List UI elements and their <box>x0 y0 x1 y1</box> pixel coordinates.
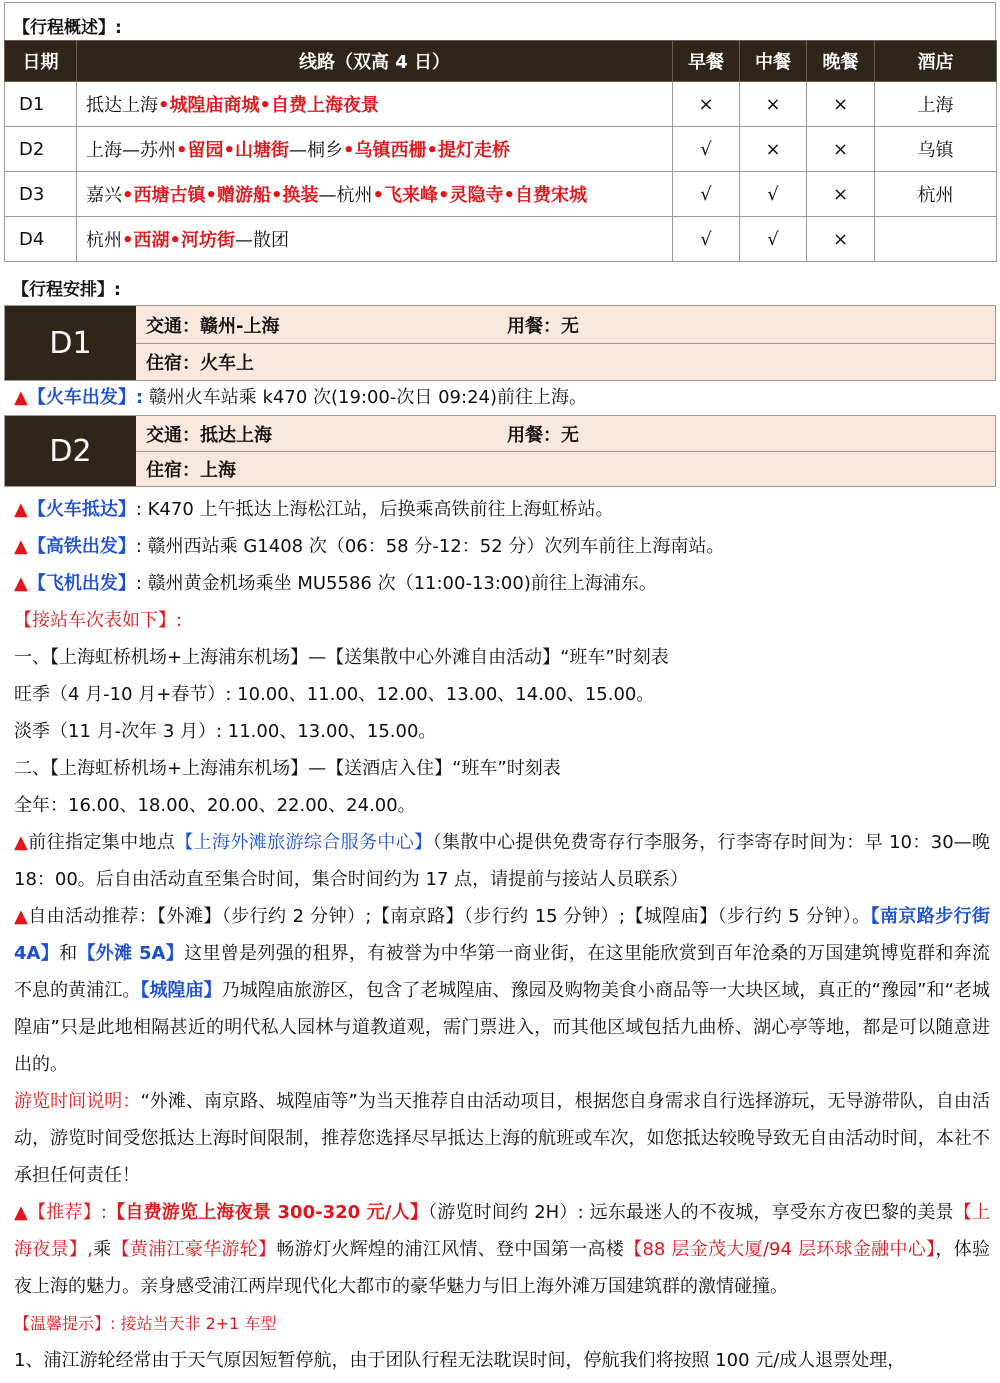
day1-row2 <box>136 343 995 380</box>
recommend-text-a: （游览时间约 2H）: 远东最迷人的不夜城，享受东方夜巴黎的美景 <box>428 1202 954 1223</box>
triangle-icon: ▲ <box>14 499 28 520</box>
day1-train-line <box>4 381 996 415</box>
meeting-text-b: （集散中心提供免费寄存行李服务，行李寄存时间为：早 10：30—晚 18：00。后自由活动直至集合时间，集合时间约为 17 点，请提前与接站人员联系） <box>14 832 991 890</box>
free-and: 和 <box>59 943 78 964</box>
triangle-icon: ▲ <box>14 573 28 594</box>
meeting-point-paragraph <box>4 824 996 898</box>
row-hotel: 乌镇 <box>875 127 997 172</box>
route-highlight: •留园•山塘街 <box>176 140 290 161</box>
route-highlight: •西塘古镇•赠游船•换装 <box>122 185 319 206</box>
triangle-icon: ▲ <box>14 1202 29 1223</box>
shuttle-2-title: 二、【上海虹桥机场+上海浦东机场】—【送酒店入住】“班车”时刻表 <box>14 758 561 779</box>
row-day: D3 <box>5 172 77 217</box>
free-text-c: 这里曾是列强的租界，有被誉为中华第一商业街，在这里能欣赏到百年沧桑的万国建筑博览群和奔流不息的黄浦江。 <box>14 943 990 1001</box>
triangle-icon: ▲ <box>14 536 28 557</box>
day2-info <box>136 416 995 486</box>
cruise-notice: 1、浦江游轮经常由于天气原因短暂停航，由于团队行程无法耽误时间，停航我们将按照 100 元/成人退票处理， <box>14 1350 906 1371</box>
row-day: D1 <box>5 82 77 127</box>
day1-stay: 住宿：火车上 <box>146 353 254 374</box>
header-hotel: 酒店 <box>875 41 997 82</box>
day2-stay: 住宿：上海 <box>146 460 236 481</box>
overview-row <box>5 217 997 262</box>
row-lunch: × <box>740 127 807 172</box>
free-text-a: 自由活动推荐：【外滩】（步行约 2 分钟）;【南京路】（步行约 15 分钟）;【城隍庙】（步行约 5 分钟）。 <box>28 906 871 927</box>
recommend-tag: 【推荐】: <box>28 1202 107 1223</box>
row-dinner: × <box>807 82 875 127</box>
header-route: 线路（双高 4 日） <box>77 41 673 82</box>
day2-transport: 交通：抵达上海 <box>146 424 272 446</box>
route-text: —散团 <box>235 230 290 251</box>
shuttle-1-title: 一、【上海虹桥机场+上海浦东机场】—【送集散中心外滩自由活动】“班车”时刻表 <box>14 647 669 668</box>
free-activity-paragraph <box>4 898 996 1083</box>
row-route <box>77 172 673 217</box>
row-hotel: 上海 <box>875 82 997 127</box>
route-text: 嘉兴 <box>86 185 122 206</box>
day2-label: D2 <box>5 416 136 486</box>
header-lunch: 中餐 <box>740 41 807 82</box>
city-god-temple-name: 【城隍庙】 <box>140 980 222 1001</box>
meeting-text-a: 前往指定集中地点 <box>28 832 176 853</box>
nanjing-road-name: 【南京路步行街 4A】 <box>14 906 991 964</box>
overview-header-row <box>5 41 997 82</box>
recommend-text-g: ，体验夜上海的魅力。亲身感受浦江两岸现代化大都市的豪华魅力与旧上海外滩万国建筑群的激情碰撞。 <box>14 1239 991 1297</box>
route-text: —杭州 <box>318 185 373 206</box>
free-text-d: 乃城隍庙旅游区，包含了老城隍庙、豫园及购物美食小商品等一大块区域，真正的“豫园”和“老城隍庙”只是此地相隔甚近的明代私人园林与道教道观，需门票进入，而其他区域包括九曲桥、湖心亭等地，都是可以随意进出的。 <box>14 980 991 1075</box>
row-dinner: × <box>807 172 875 217</box>
day1-train-tag: 【火车出发】: <box>27 387 144 408</box>
hsr-tag: 【高铁出发】 <box>27 536 136 557</box>
cruise-tag: 【黄浦江豪华游轮】 <box>111 1239 277 1260</box>
triangle-icon: ▲ <box>14 387 28 408</box>
header-dinner: 晚餐 <box>807 41 875 82</box>
recommend-text-e: 畅游灯火辉煌的浦江风情、登中国第一高楼 <box>276 1239 625 1260</box>
route-text: 杭州 <box>86 230 122 251</box>
time-note-tag: 游览时间说明： <box>14 1091 141 1112</box>
service-center-name: 【上海外滩旅游综合服务中心】 <box>175 832 433 853</box>
day1-train-text: 赣州火车站乘 k470 次(19:00-次日 09:24)前往上海。 <box>143 387 587 408</box>
recommend-text-c: 乘 <box>92 1239 112 1260</box>
route-text: 上海—苏州 <box>86 140 176 161</box>
day2-header <box>4 415 996 487</box>
row-breakfast: √ <box>673 172 740 217</box>
row-lunch: √ <box>740 172 807 217</box>
row-day: D4 <box>5 217 77 262</box>
day1-meal: 用餐：无 <box>507 315 579 337</box>
train-arrive-line <box>4 491 996 528</box>
overview-table <box>4 40 997 262</box>
row-day: D2 <box>5 127 77 172</box>
time-note-paragraph <box>4 1083 996 1194</box>
night-tour-item: 【自费游览上海夜景 300-320 元/人】 <box>106 1202 429 1223</box>
off-season-times: 淡季（11 月-次年 3 月）: 11.00、13.00、15.00。 <box>14 721 437 742</box>
row-breakfast: √ <box>673 127 740 172</box>
route-text: 抵达上海 <box>86 95 158 116</box>
plane-text: : 赣州黄金机场乘坐 MU5586 次（11:00-13:00)前往上海浦东。 <box>135 573 657 594</box>
row-dinner: × <box>807 127 875 172</box>
peak-season-times: 旺季（4 月-10 月+春节）: 10.00、11.00、12.00、13.00、14.00、15.00。 <box>14 684 655 705</box>
row-lunch: √ <box>740 217 807 262</box>
recommend-paragraph <box>4 1194 996 1305</box>
day1-row1 <box>136 306 995 343</box>
triangle-icon: ▲ <box>14 832 29 853</box>
bund-name: 【外滩 5A】 <box>77 943 185 964</box>
route-highlight: •乌镇西栅•提灯走桥 <box>343 140 511 161</box>
hsr-text: : 赣州西站乘 G1408 次（06：58 分-12：52 分）次列车前往上海南站。 <box>135 536 725 557</box>
day1-transport: 交通：赣州-上海 <box>146 315 280 337</box>
route-text: —桐乡 <box>289 140 344 161</box>
route-highlight: •西湖•河坊街 <box>122 230 236 251</box>
overview-title: 【行程概述】: <box>4 2 996 40</box>
row-breakfast: √ <box>673 217 740 262</box>
overview-row <box>5 82 997 127</box>
header-breakfast: 早餐 <box>673 41 740 82</box>
day1-header <box>4 305 996 381</box>
row-breakfast: × <box>673 82 740 127</box>
time-note-text: “外滩、南京路、城隍庙等”为当天推荐自由活动项目，根据您自身需求自行选择游玩，无导游带队，自由活动，游览时间受您抵达上海时间限制，推荐您选择尽早抵达上海的航班或车次，如您抵达较晚导致无自由活动时间，本社不承担任何责任！ <box>14 1091 990 1186</box>
triangle-icon: ▲ <box>14 906 29 927</box>
route-highlight: •城隍庙商城•自费上海夜景 <box>158 95 380 116</box>
day1-label: D1 <box>5 306 136 380</box>
header-date: 日期 <box>5 41 77 82</box>
plane-tag: 【飞机出发】 <box>27 573 136 594</box>
tower-tag: 【88 层金茂大厦/94 层环球金融中心】 <box>624 1239 936 1260</box>
row-route <box>77 82 673 127</box>
row-route <box>77 217 673 262</box>
pickup-title: 【接站车次表如下】: <box>14 610 183 631</box>
schedule-title: 【行程安排】: <box>12 280 121 300</box>
row-lunch: × <box>740 82 807 127</box>
overview-body <box>5 82 997 262</box>
route-highlight: •飞来峰•灵隐寺•自费宋城 <box>372 185 588 206</box>
row-route <box>77 127 673 172</box>
day2-meal: 用餐：无 <box>507 424 579 446</box>
day2-row1 <box>136 416 995 451</box>
train-arrive-text: : K470 上午抵达上海松江站，后换乘高铁前往上海虹桥站。 <box>135 499 614 520</box>
day1-info <box>136 306 995 380</box>
warm-tip: 【温馨提示】: 接站当天非 2+1 车型 <box>14 1314 277 1333</box>
hsr-line <box>4 528 996 565</box>
row-hotel <box>875 217 997 262</box>
overview-row <box>5 172 997 217</box>
row-hotel: 杭州 <box>875 172 997 217</box>
itinerary-document <box>4 2 996 1379</box>
night-view-tag: 【上海夜景】, <box>14 1202 990 1260</box>
year-round-times: 全年：16.00、18.00、20.00、22.00、24.00。 <box>14 795 416 816</box>
day2-row2 <box>136 451 995 486</box>
plane-line <box>4 565 996 602</box>
train-arrive-tag: 【火车抵达】 <box>27 499 136 520</box>
overview-row <box>5 127 997 172</box>
row-dinner: × <box>807 217 875 262</box>
